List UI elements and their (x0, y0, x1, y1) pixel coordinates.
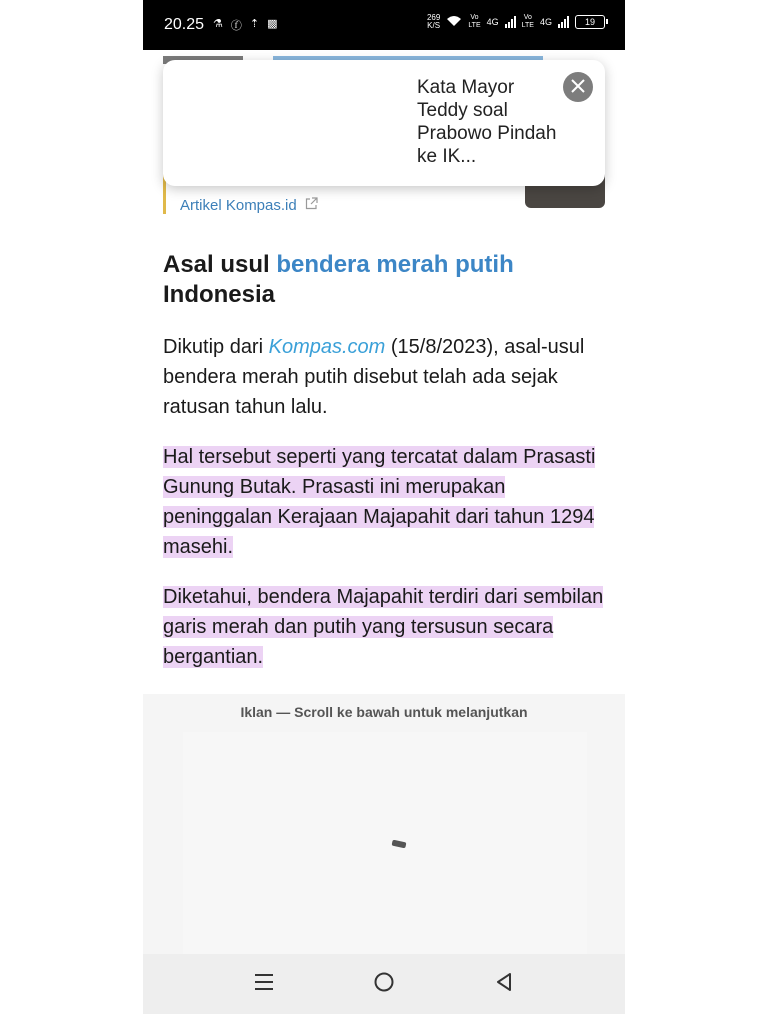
heading-link[interactable]: bendera merah putih (276, 251, 514, 278)
recent-apps-button[interactable] (251, 971, 277, 997)
close-icon (571, 77, 585, 97)
wifi-icon (446, 15, 462, 30)
back-triangle-icon (495, 972, 513, 997)
paragraph-1 (163, 332, 608, 422)
menu-icon (254, 973, 274, 996)
sim1-volte-bottom: LTE (468, 22, 481, 29)
related-article-link[interactable] (180, 197, 318, 214)
sim2-signal-icon (558, 16, 569, 28)
para2-text: Hal tersebut seperti yang tercatat dalam Prasasti Gunung Butak. Prasasti ini merupakan peninggalan Kerajaan Majapahit dari tahun 1294 masehi. (163, 446, 596, 558)
sim1-signal-icon (505, 16, 516, 28)
net-speed (427, 14, 440, 30)
flask-icon: ⚗ (213, 18, 223, 30)
status-bar (143, 0, 625, 50)
ad-area (143, 694, 625, 954)
app-icon: ▩ (267, 18, 278, 30)
para1-rest: (15/8/2023), asal-usul bendera merah putih disebut telah ada sejak ratusan tahun lalu. (163, 336, 585, 418)
section-heading (163, 250, 603, 310)
navigation-bar (143, 954, 625, 1014)
notification-popup[interactable] (163, 60, 605, 186)
source-link[interactable]: Kompas.com (268, 336, 386, 358)
para3-text: Diketahui, bendera Majapahit terdiri dari sembilan garis merah dan putih yang tersusun secara bergantian. (163, 586, 604, 668)
paragraph-2 (163, 442, 608, 562)
sim2-volte-top: Vo (523, 14, 532, 21)
home-circle-icon (373, 971, 395, 998)
external-link-icon (305, 197, 318, 214)
sim1-volte (468, 14, 480, 30)
heading-tail: Indonesia (163, 281, 276, 308)
sim1-volte-top: Vo (470, 14, 479, 21)
popup-text[interactable]: Kata Mayor Teddy soal Prabowo Pindah ke IK... (417, 77, 557, 167)
net-speed-value: 269 (426, 13, 441, 22)
home-button[interactable] (371, 971, 397, 997)
battery-level: 19 (584, 17, 595, 27)
heading-plain: Asal usul (163, 251, 277, 278)
status-time: 20.25 (164, 16, 205, 33)
battery-icon (575, 15, 605, 29)
ad-frame[interactable] (183, 732, 587, 954)
back-button[interactable] (491, 971, 517, 997)
sim2-volte (522, 14, 534, 30)
net-speed-unit: K/S (427, 21, 441, 30)
upload-icon: ⇡ (249, 18, 260, 30)
ad-label: Iklan — Scroll ke bawah untuk melanjutkan (240, 704, 528, 720)
notification-icons (213, 17, 278, 33)
paragraph-3 (163, 582, 608, 672)
para1-prefix: Dikutip dari (163, 336, 269, 358)
sim2-network: 4G (539, 17, 552, 27)
phone-screen (143, 0, 625, 1014)
related-article-link-label[interactable]: Artikel Kompas.id (180, 197, 297, 214)
loading-spinner-icon (392, 840, 407, 849)
status-indicators (427, 14, 605, 30)
facebook-icon: ⓕ (230, 20, 242, 32)
close-button[interactable] (563, 72, 593, 102)
sim1-network: 4G (486, 17, 499, 27)
sim2-volte-bottom: LTE (521, 22, 534, 29)
